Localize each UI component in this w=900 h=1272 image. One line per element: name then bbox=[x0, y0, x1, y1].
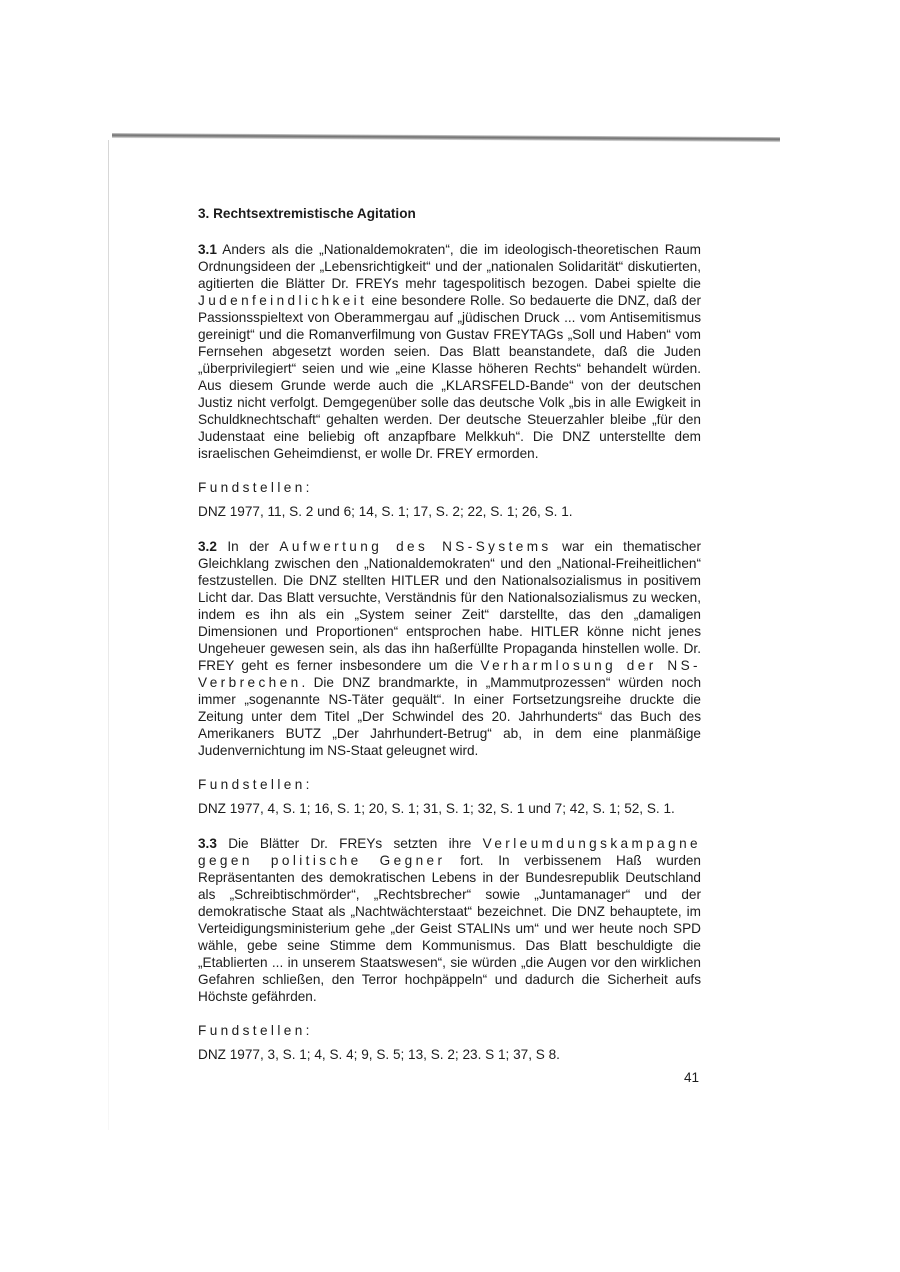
scan-edge-left bbox=[108, 140, 109, 1130]
paragraph-text: . Die DNZ brandmarkte, in „Mammutprozessen“ würden noch immer „sogenannte NS-Täter gequält“. In einer Fortsetzungsreihe druckte die Zeitung unter dem Titel „Der Schwindel des 20. Jahrhunderts“ das Buch des Amerikaners BUTZ „Der Jahrhundert-Betrug“ ab, in dem eine planmäßige Judenvernichtung im NS-Staat geleugnet wird. bbox=[198, 675, 701, 758]
spaced-emphasis: Verharmlosung der NS-Verbrechen bbox=[198, 658, 701, 690]
paragraph-number: 3.1 bbox=[198, 242, 217, 257]
paragraph-3-2 bbox=[198, 538, 701, 759]
spaced-emphasis: Judenfeindlichkeit bbox=[198, 293, 368, 308]
fundstellen-references: DNZ 1977, 4, S. 1; 16, S. 1; 20, S. 1; 31, S. 1; 32, S. 1 und 7; 42, S. 1; 52, S. 1. bbox=[198, 801, 675, 816]
paragraph-3-1 bbox=[198, 241, 701, 462]
spaced-emphasis: Aufwertung des NS-Systems bbox=[279, 539, 552, 554]
paragraph-text: Anders als die „Nationaldemokraten“, die im ideologisch-theoretischen Raum Ordnungsideen der „Lebensrichtigkeit“ und der „nationalen Solidarität“ diskutierten, agitierten die Blätter Dr. FREYs mehr tagespolitisch bezogen. Dabei spielte die bbox=[198, 242, 701, 291]
section-heading: 3. Rechtsextremistische Agitation bbox=[198, 206, 416, 221]
paragraph-text: fort. In verbissenem Haß wurden Repräsentanten des demokratischen Lebens in der Bundesrepublik Deutschland als „Schreibtischmörder“, „Rechtsbrecher“ sowie „Juntamanager“ und der demokratische Staat als „Nachtwächterstaat“ bezeichnet. Die DNZ behauptete, im Verteidigungsministerium gehe „der Geist STALINs um“ und wer heute noch SPD wähle, gebe seine Stimme dem Kommunismus. Das Blatt beschuldigte die „Etablierten ... in unserem Staatswesen“, sie würden „die Augen vor den wirklichen Gefahren schließen, den Terror hochpäppeln“ und dadurch die Sicherheit aufs Höchste gefährden. bbox=[198, 853, 701, 1004]
fundstellen-references: DNZ 1977, 11, S. 2 und 6; 14, S. 1; 17, S. 2; 22, S. 1; 26, S. 1. bbox=[198, 504, 573, 519]
fundstellen-label: Fundstellen: bbox=[198, 777, 313, 792]
paragraph-text: eine besondere Rolle. So bedauerte die DNZ, daß der Passionsspieltext von Oberammergau auf „jüdischen Druck ... vom Antisemitismus gereinigt“ und die Romanverfilmung von Gustav FREYTAGs „Soll und Haben“ vom Fernsehen abgesetzt worden seien. Das Blatt beanstandete, daß die Juden „überprivilegiert“ seien und wie „eine Klasse höheren Rechts“ behandelt würden. Aus diesem Grunde werde auch die „KLARSFELD-Bande“ von der deutschen Justiz nicht verfolgt. Demgegenüber solle das deutsche Volk „bis in alle Ewigkeit in Schuldknechtschaft“ gehalten werden. Der deutsche Steuerzahler bleibe „für den Judenstaat eine beliebig oft anzapfbare Melkkuh“. Die DNZ unterstellte dem israelischen Geheimdienst, er wolle Dr. FREY ermorden. bbox=[198, 293, 701, 461]
fundstellen-references: DNZ 1977, 3, S. 1; 4, S. 4; 9, S. 5; 13, S. 2; 23. S 1; 37, S 8. bbox=[198, 1047, 560, 1062]
paragraph-number: 3.2 bbox=[198, 539, 217, 554]
spaced-emphasis: Verleumdungskampagne gegen politische Gegner bbox=[198, 836, 701, 868]
scan-edge-top bbox=[112, 133, 780, 142]
fundstellen-label: Fundstellen: bbox=[198, 1023, 313, 1038]
paragraph-3-3 bbox=[198, 835, 701, 1005]
paragraph-number: 3.3 bbox=[198, 836, 217, 851]
paragraph-text: war ein thematischer Gleichklang zwischen den „Nationaldemokraten“ und den „National-Freiheitlichen“ festzustellen. Die DNZ stellten HITLER und den Nationalsozialismus in positivem Licht dar. Das Blatt versuchte, Verständnis für den Nationalsozialismus zu wecken, indem es ihn als ein „System seiner Zeit“ darstellte, das den „damaligen Dimensionen und Proportionen“ entsprochen habe. HITLER könne nicht jenes Ungeheuer gewesen sein, als das ihn haßerfüllte Propaganda hinstellen wolle. Dr. FREY geht es ferner insbesondere um die bbox=[198, 539, 701, 673]
paragraph-text: Die Blätter Dr. FREYs setzten ihre bbox=[216, 836, 483, 851]
page-number: 41 bbox=[684, 1070, 700, 1085]
paragraph-text: In der bbox=[216, 539, 280, 554]
fundstellen-label: Fundstellen: bbox=[198, 480, 313, 495]
document-page bbox=[198, 205, 701, 1081]
